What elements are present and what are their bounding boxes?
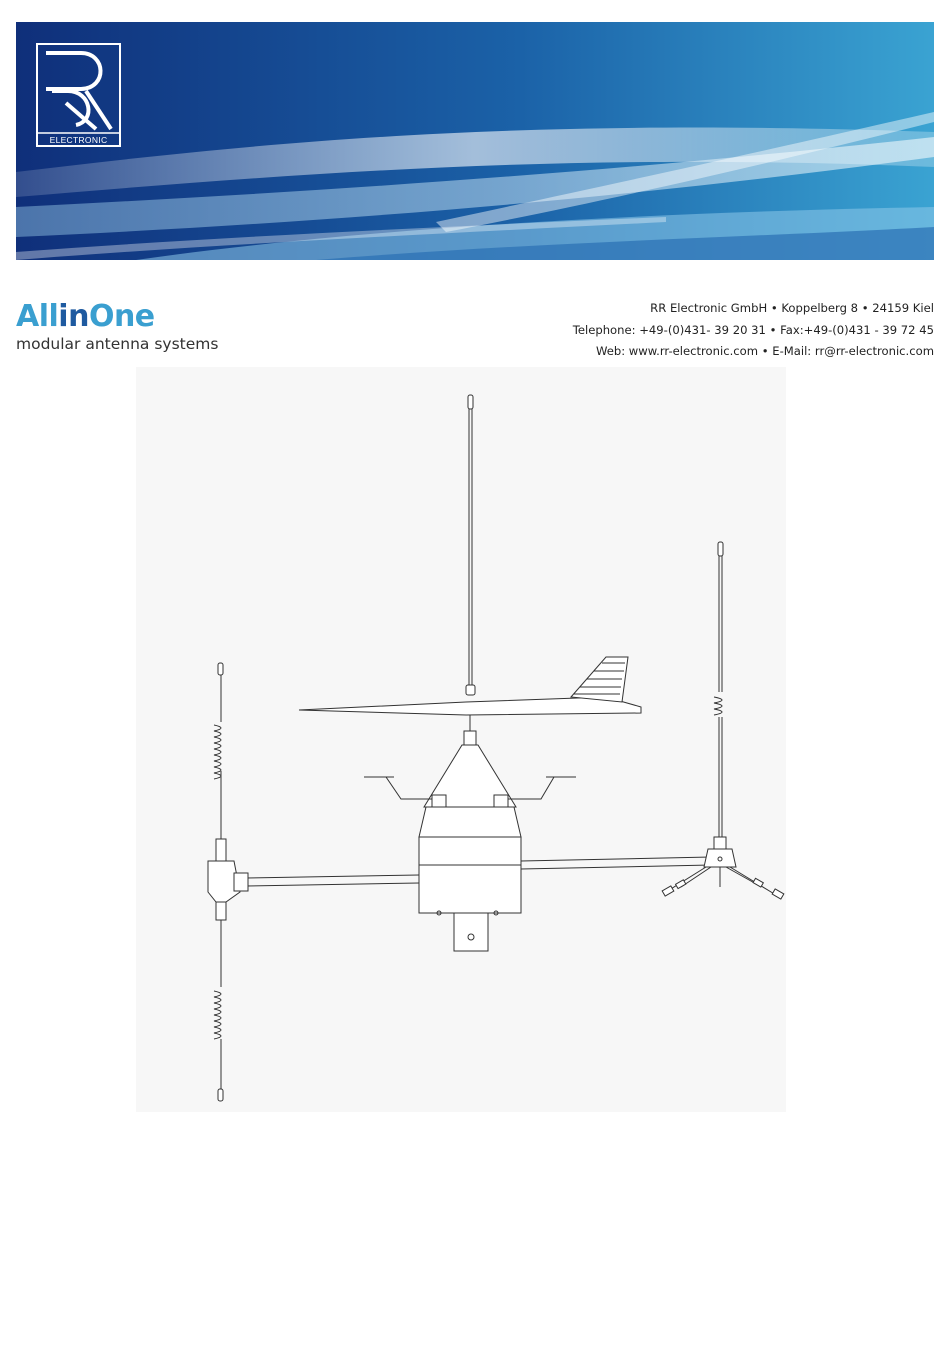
center-whip-icon: [466, 395, 475, 695]
contact-address: RR Electronic GmbH • Koppelberg 8 • 24159 Kiel: [650, 301, 934, 315]
left-arm-icon: [246, 875, 419, 886]
contact-block: [573, 298, 934, 363]
brand-name-part1: All: [16, 299, 59, 334]
antenna-assembly-icon: [136, 367, 786, 1112]
wave-background: [16, 22, 934, 260]
logo-label: ELECTRONIC: [49, 135, 108, 145]
rr-electronic-logo-icon: [36, 43, 121, 147]
contact-web-email: Web: www.rr-electronic.com • E-Mail: rr@rr-electronic.com: [595, 344, 934, 358]
brand-name: [16, 300, 218, 334]
brand-name-part2: in: [58, 299, 89, 334]
groundplane-antenna-icon: [662, 542, 784, 899]
company-logo: [36, 43, 121, 147]
brand-name-part3: One: [88, 299, 155, 334]
right-arm-icon: [521, 857, 711, 869]
brand-tagline: modular antenna systems: [16, 335, 219, 353]
brand-block: [16, 300, 218, 353]
product-drawing: [136, 367, 786, 1112]
mast-housing-icon: [364, 731, 576, 951]
header-banner: [16, 22, 934, 260]
dipole-antenna-icon: [208, 663, 248, 1101]
contact-phone: Telephone: +49-(0)431- 39 20 31 • Fax:+49-(0)431 - 39 72 45: [572, 322, 934, 337]
